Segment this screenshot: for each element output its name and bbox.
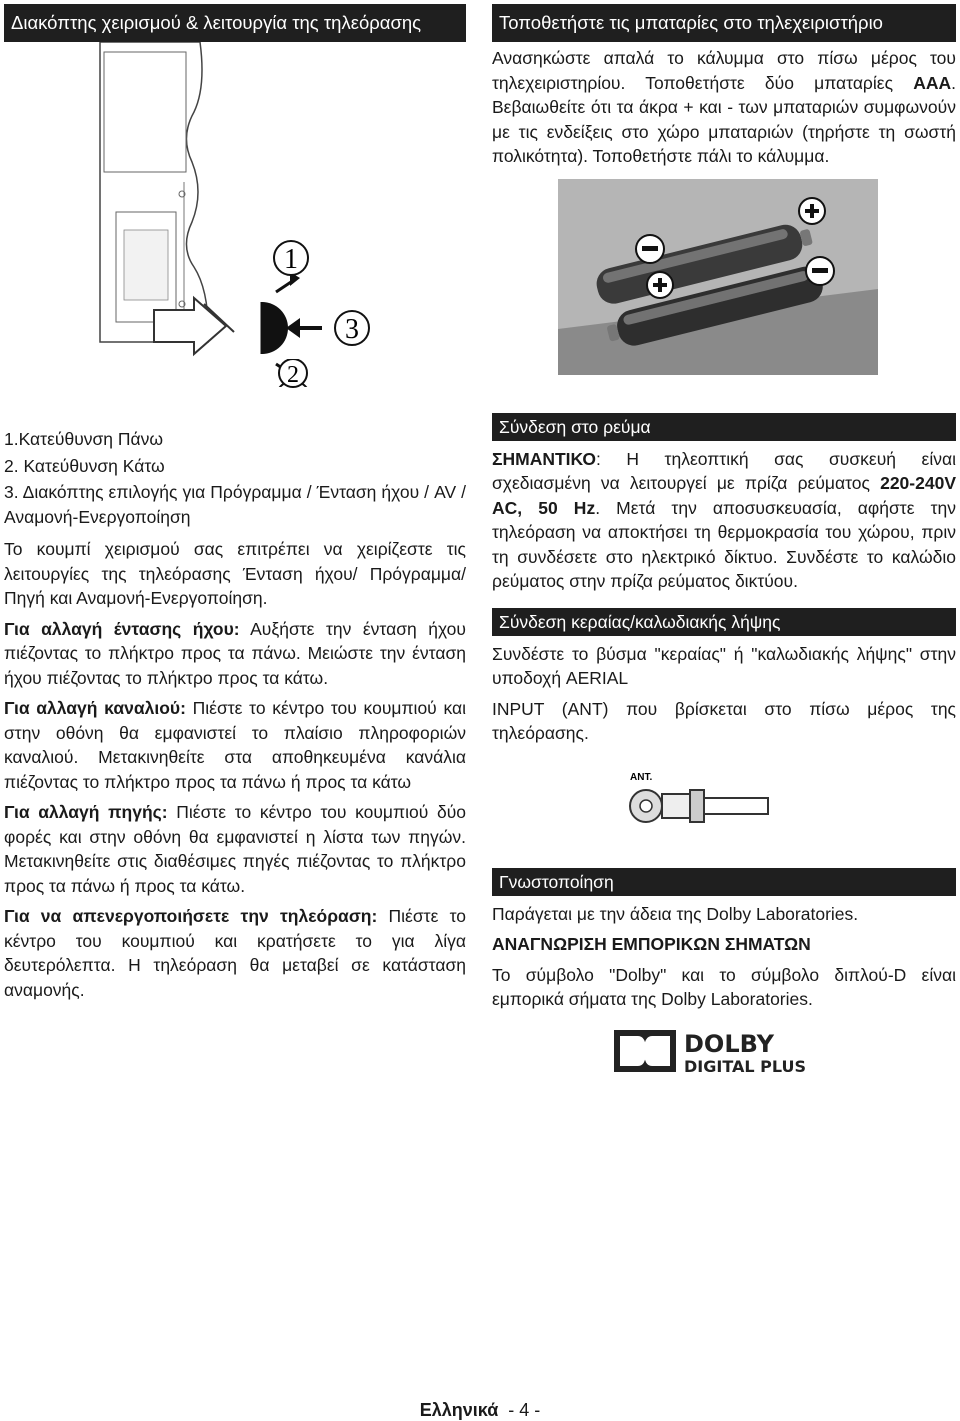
control-switch-illustration [4, 42, 466, 387]
section-header-notice: Γνωστοποίηση [492, 868, 956, 896]
source-label: Για αλλαγή πηγής: [4, 802, 168, 822]
battery-paragraph [492, 46, 956, 169]
power-important-label: ΣΗΜΑΝΤΙΚΟ [492, 448, 596, 469]
callout-3: 3 [345, 314, 359, 345]
section-header-batteries: Τοποθετήστε τις μπαταρίες στο τηλεχειριστήριο [492, 4, 956, 42]
direction-list [4, 427, 466, 529]
battery-type: AAA [913, 72, 952, 93]
list-item-switch: 3. Διακόπτης επιλογής για Πρόγραμμα / Ένταση ήχου / AV / Αναμονή-Ενεργοποίηση [4, 482, 466, 527]
section-header-control-switch: Διακόπτης χειρισμού & λειτουργία της τηλεόρασης [4, 4, 466, 42]
antenna-paragraph-1: Συνδέστε το βύσμα "κεραίας" ή "καλωδιακής λήψης" στην υποδοχή AERIAL [492, 643, 956, 688]
battery-text-a: Ανασηκώστε απαλά το κάλυμμα στο πίσω μέρος του τηλεχειριστηρίου. Τοποθετήστε δύο μπαταρίες [492, 48, 956, 93]
power-voltage: 220-240V AC, 50 Hz [492, 473, 956, 518]
section-header-power: Σύνδεση στο ρεύμα [492, 413, 956, 441]
antenna-port-figure [612, 768, 772, 834]
channel-paragraph [4, 696, 466, 794]
source-text: Πιέστε το κέντρο του κουμπιού δύο φορές και στην οθόνη θα εμφανιστεί η λίστα των πηγών. Μετακινηθείτε στις διαθέσιμες πηγές πιέζοντας το πλήκτρο προς τα πάνω ή προς τα κάτω. [4, 802, 467, 896]
volume-label: Για αλλαγή έντασης ήχου: [4, 618, 240, 639]
trademark-heading: ΑΝΑΓΝΩΡΙΣΗ ΕΜΠΟΡΙΚΩΝ ΣΗΜΑΤΩΝ [492, 934, 811, 954]
list-item-down: 2. Κατεύθυνση Κάτω [4, 455, 165, 476]
list-item-up: 1.Κατεύθυνση Πάνω [4, 429, 164, 449]
left-column [4, 4, 466, 1002]
channel-text: Πιέστε το κέντρο του κουμπιού και στην οθόνη θα εμφανιστεί το πλαίσιο πληροφοριών καναλιού. Μετακινηθείτε στα αποθηκευμένα κανάλια πιέζοντας το πλήκτρο προς τα πάνω ή προς τα κάτω [4, 698, 466, 792]
source-paragraph [4, 800, 466, 898]
antenna-drawing [612, 768, 772, 834]
svg-text:DOLBY: DOLBY [684, 1029, 774, 1058]
right-column [492, 4, 956, 1076]
volume-paragraph [4, 617, 466, 691]
notice-license: Παράγεται με την άδεια της Dolby Laboratories. [492, 903, 859, 924]
standby-label: Για να απενεργοποιήσετε την τηλεόραση: [4, 906, 378, 926]
callout-2-svg [4, 359, 466, 389]
control-intro: Το κουμπί χειρισμού σας επιτρέπει να χειρίζεστε τις λειτουργίες της τηλεόρασης Ένταση ήχου/ Πρόγραμμα/ Πηγή και Αναμονή-Ενεργοποίηση. [4, 539, 466, 608]
battery-photo [558, 179, 878, 375]
trademark-text: Το σύμβολο "Dolby" και το σύμβολο διπλού-D είναι εμπορικά σήματα της Dolby Laboratories. [492, 964, 956, 1009]
page-number: - 4 - [508, 1400, 541, 1420]
footer-language: Ελληνικά [419, 1400, 499, 1420]
tv-side-drawing [4, 42, 466, 387]
standby-paragraph [4, 904, 466, 1002]
power-paragraph [492, 447, 956, 594]
callout-1: 1 [284, 244, 298, 275]
dolby-logo-drawing [614, 1026, 834, 1076]
power-text-b: . Μετά την αποσυσκευασία, αφήστε την τηλεόραση να αποκτήσει τη θερμοκρασία του χώρου, πριν τη συνδέσετε στο ηλεκτρικό δίκτυο. Συνδέστε το καλώδιο ρεύματος στην πρίζα ρεύματος δικτύου. [492, 497, 957, 591]
callout-2: 2 [287, 362, 299, 388]
dolby-digital-plus-logo [614, 1026, 834, 1076]
page-footer [0, 1400, 960, 1421]
standby-text: Πιέστε το κέντρο του κουμπιού και κρατήσετε το για λίγα δευτερόλεπτα. Η τηλεόραση θα μεταβεί σε κατάσταση αναμονής. [4, 906, 467, 1000]
battery-drawing [558, 179, 878, 375]
power-text-a: : Η τηλεοπτική σας συσκευή είναι σχεδιασμένη να λειτουργεί με πρίζα ρεύματος [492, 448, 956, 493]
channel-label: Για αλλαγή καναλιού: [4, 698, 186, 718]
battery-text-b: . Βεβαιωθείτε ότι τα άκρα + και - των μπαταριών συμφωνούν με τις ενδείξεις στο χώρο μπαταριών (τηρήστε τη σωστή πολικότητα). Τοποθετήστε πάλι το κάλυμμα. [492, 72, 956, 166]
antenna-port-label: ANT. [630, 771, 653, 783]
volume-text: Αυξήστε την ένταση ήχου πιέζοντας το πλήκτρο προς τα πάνω. Μειώστε την ένταση ήχου πιέζοντας το πλήκτρο προς τα κάτω. [4, 618, 466, 688]
section-header-antenna: Σύνδεση κεραίας/καλωδιακής λήψης [492, 608, 956, 636]
antenna-paragraph-2: INPUT (ANT) που βρίσκεται στο πίσω μέρος της τηλεόρασης. [492, 698, 956, 743]
svg-text:DIGITAL PLUS: DIGITAL PLUS [684, 1056, 807, 1076]
